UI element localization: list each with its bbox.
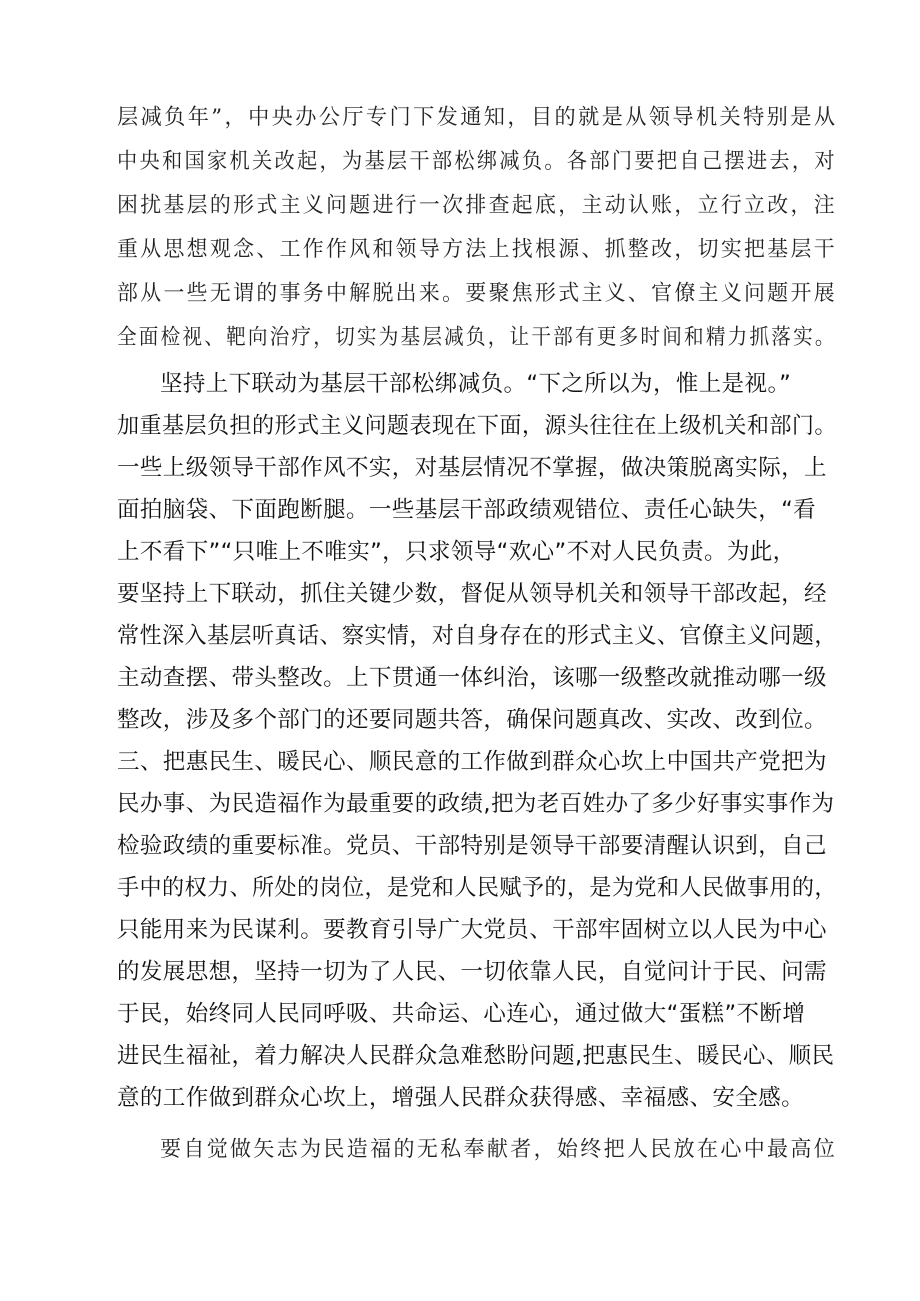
section-heading-line: 三、把惠民生、暖民心、顺民意的工作做到群众心坎上中国共产党把为 — [117, 749, 827, 775]
paragraph-line: 加重基层负担的形式主义问题表现在下面，源头往往在上级机关和部门。 — [117, 413, 837, 439]
paragraph-line: 意的工作做到群众心坎上，增强人民群众获得感、幸福感、安全感。 — [117, 1085, 805, 1111]
paragraph-line: 中央和国家机关改起，为基层干部松绑减负。各部门要把自己摆进去，对 — [117, 149, 837, 174]
paragraph-line: 进民生福祉，着力解决人民群众急难愁盼问题,把惠民生、暖民心、顺民 — [117, 1043, 835, 1069]
paragraph-line: 一些上级领导干部作风不实，对基层情况不掌握，做决策脱离实际，上 — [117, 455, 827, 481]
paragraph-line: 的发展思想，坚持一切为了人民、一切依靠人民，自觉问计于民、问需 — [117, 959, 827, 985]
paragraph-line: 只能用来为民谋利。要教育引导广大党员、干部牢固树立以人民为中心 — [117, 917, 827, 943]
paragraph-line: 于民，始终同人民同呼吸、共命运、心连心，通过做大“蛋糕”不断增 — [117, 1001, 806, 1027]
paragraph-line: 手中的权力、所处的岗位，是党和人民赋予的，是为党和人民做事用的， — [117, 875, 837, 901]
paragraph-line: 全面检视、靶向治疗，切实为基层减负，让干部有更多时间和精力抓落实。 — [117, 325, 837, 350]
paragraph-line: 面拍脑袋、下面跑断腿。一些基层干部政绩观错位、责任心缺失，“看 — [117, 497, 817, 523]
paragraph-line: 整改，涉及多个部门的还要同题共答，确保问题真改、实改、改到位。 — [117, 707, 827, 733]
paragraph-line: 坚持上下联动为基层干部松绑减负。“下之所以为，惟上是视。” — [160, 371, 792, 397]
paragraph-line: 检验政绩的重要标准。党员、干部特别是领导干部要清醒认识到，自己 — [117, 833, 827, 859]
paragraph-line: 民办事、为民造福作为最重要的政绩,把为老百姓办了多少好事实事作为 — [117, 791, 835, 817]
paragraph-line: 重从思想观念、工作作风和领导方法上找根源、抓整改，切实把基层干 — [117, 237, 837, 262]
paragraph-line: 部从一些无谓的事务中解脱出来。要聚焦形式主义、官僚主义问题开展 — [117, 281, 837, 306]
paragraph-line: 困扰基层的形式主义问题进行一次排查起底，主动认账，立行立改，注 — [117, 193, 837, 218]
paragraph-line: 常性深入基层听真话、察实情，对自身存在的形式主义、官僚主义问题， — [117, 623, 837, 649]
paragraph-line: 要自觉做矢志为民造福的无私奉献者，始终把人民放在心中最高位 — [160, 1137, 838, 1162]
paragraph-line: 主动查摆、带头整改。上下贯通一体纠治，该哪一级整改就推动哪一级 — [117, 665, 827, 691]
paragraph-line: 上不看下”“只唯上不唯实”，只求领导“欢心”不对人民负责。为此， — [117, 539, 796, 565]
paragraph-line: 要坚持上下联动，抓住关键少数，督促从领导机关和领导干部改起，经 — [117, 581, 827, 607]
paragraph-line: 层减负年”，中央办公厅专门下发通知，目的就是从领导机关特别是从 — [117, 105, 838, 130]
